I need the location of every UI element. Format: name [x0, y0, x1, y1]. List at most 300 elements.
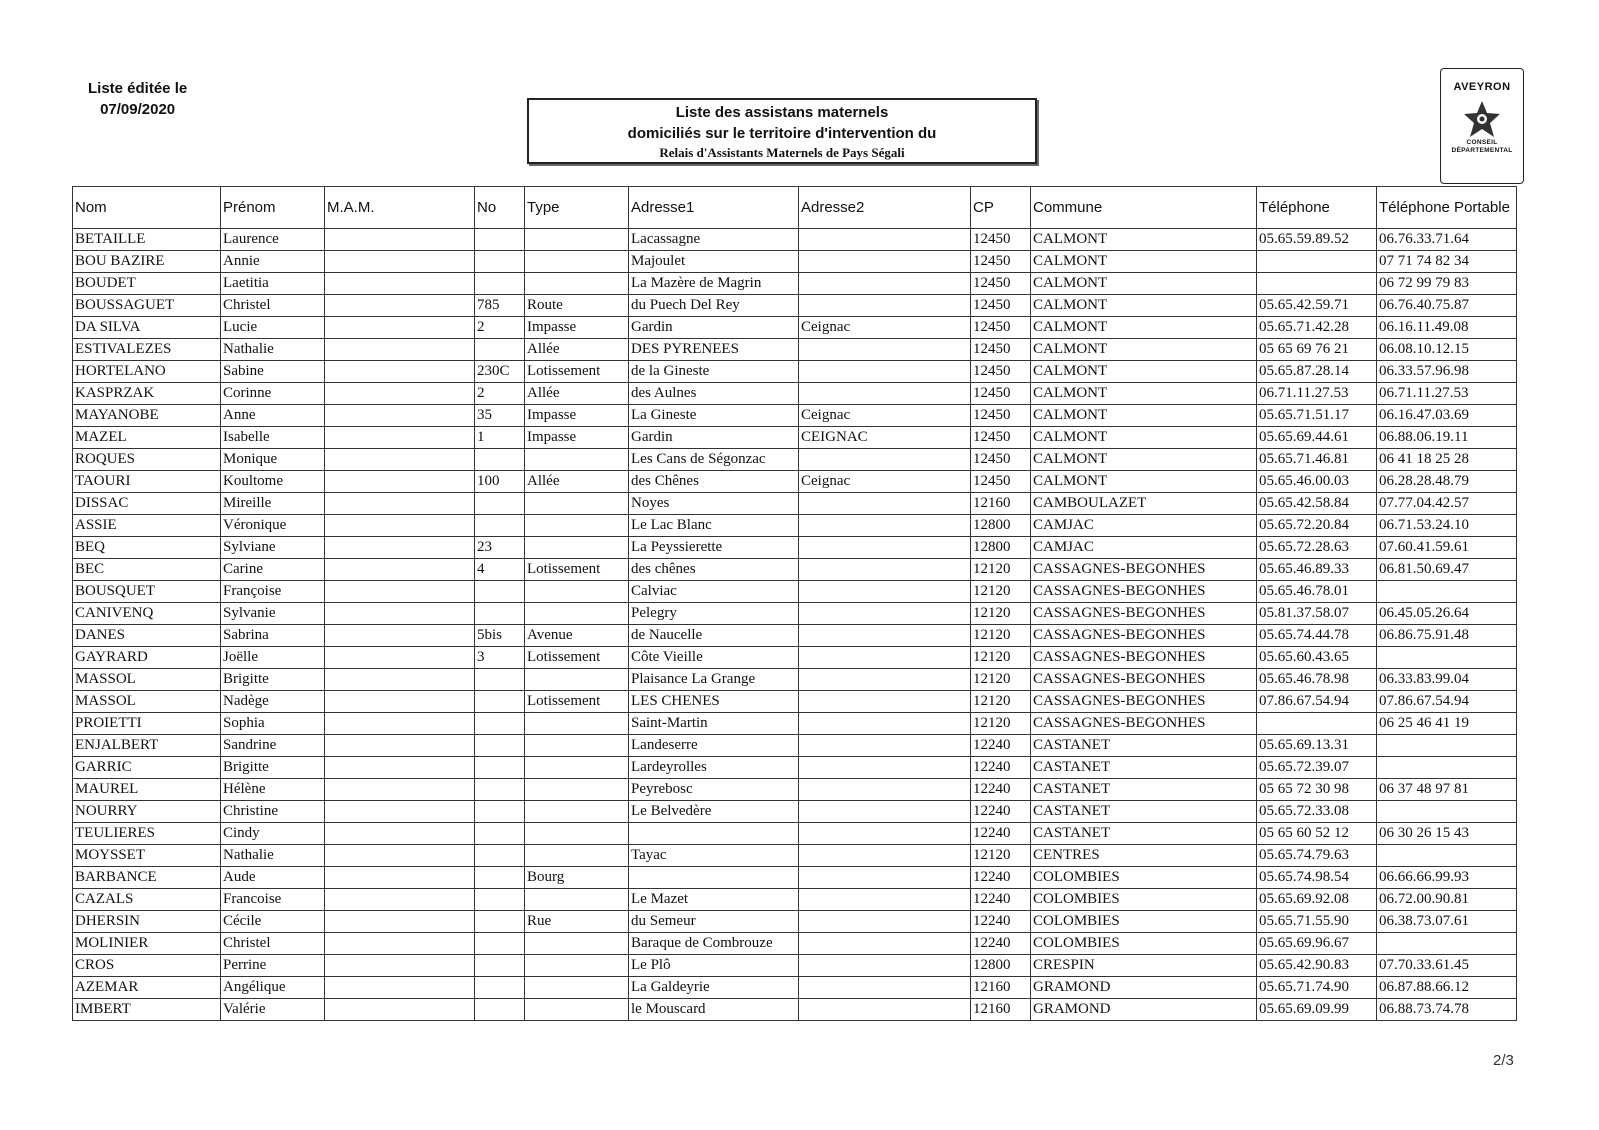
- cell-adresse1: Saint-Martin: [629, 713, 799, 735]
- cell-adresse1: [629, 823, 799, 845]
- cell-prenom: Sylviane: [221, 537, 325, 559]
- cell-commune: CASSAGNES-BEGONHES: [1031, 559, 1257, 581]
- cell-adresse1: Gardin: [629, 427, 799, 449]
- cell-no: [475, 603, 525, 625]
- cell-no: [475, 779, 525, 801]
- cell-commune: CALMONT: [1031, 361, 1257, 383]
- cell-telephone: 06.71.11.27.53: [1257, 383, 1377, 405]
- cell-adresse1: des Aulnes: [629, 383, 799, 405]
- table-row: [73, 999, 1517, 1021]
- cell-nom: ASSIE: [73, 515, 221, 537]
- cell-nom: GARRIC: [73, 757, 221, 779]
- cell-no: 785: [475, 295, 525, 317]
- cell-telephone: 05.65.46.78.01: [1257, 581, 1377, 603]
- cell-portable: [1377, 581, 1517, 603]
- cell-nom: DISSAC: [73, 493, 221, 515]
- cell-prenom: Brigitte: [221, 757, 325, 779]
- cell-adresse2: [799, 537, 971, 559]
- cell-nom: ROQUES: [73, 449, 221, 471]
- cell-cp: 12120: [971, 559, 1031, 581]
- cell-portable: [1377, 757, 1517, 779]
- cell-mam: [325, 295, 475, 317]
- table-row: [73, 845, 1517, 867]
- cell-no: [475, 801, 525, 823]
- cell-type: [525, 735, 629, 757]
- cell-type: [525, 669, 629, 691]
- cell-commune: CALMONT: [1031, 339, 1257, 361]
- cell-adresse2: [799, 647, 971, 669]
- cell-portable: 07.70.33.61.45: [1377, 955, 1517, 977]
- cell-no: [475, 933, 525, 955]
- cell-telephone: 05.65.71.51.17: [1257, 405, 1377, 427]
- cell-cp: 12450: [971, 405, 1031, 427]
- cell-no: 35: [475, 405, 525, 427]
- table-row: [73, 669, 1517, 691]
- cell-telephone: 05.65.72.39.07: [1257, 757, 1377, 779]
- cell-cp: 12450: [971, 251, 1031, 273]
- cell-no: [475, 823, 525, 845]
- cell-adresse2: [799, 845, 971, 867]
- cell-telephone: 05.65.72.20.84: [1257, 515, 1377, 537]
- cell-type: Allée: [525, 339, 629, 361]
- cell-telephone: 05.65.69.96.67: [1257, 933, 1377, 955]
- cell-type: Lotissement: [525, 361, 629, 383]
- cell-telephone: 05.65.71.46.81: [1257, 449, 1377, 471]
- cell-telephone: 05.65.60.43.65: [1257, 647, 1377, 669]
- cell-cp: 12120: [971, 845, 1031, 867]
- cell-commune: COLOMBIES: [1031, 867, 1257, 889]
- table-row: [73, 471, 1517, 493]
- cell-adresse1: le Mouscard: [629, 999, 799, 1021]
- cell-commune: CALMONT: [1031, 383, 1257, 405]
- cell-mam: [325, 713, 475, 735]
- cell-telephone: [1257, 251, 1377, 273]
- cell-type: [525, 823, 629, 845]
- title-line-1: Liste des assistans maternels: [675, 104, 889, 121]
- cell-cp: 12160: [971, 493, 1031, 515]
- cell-type: [525, 273, 629, 295]
- cell-mam: [325, 779, 475, 801]
- cell-mam: [325, 493, 475, 515]
- cell-commune: CASTANET: [1031, 823, 1257, 845]
- cell-prenom: Laurence: [221, 229, 325, 251]
- document-title-box: [527, 98, 1037, 164]
- cell-telephone: 07.86.67.54.94: [1257, 691, 1377, 713]
- cell-prenom: Véronique: [221, 515, 325, 537]
- cell-mam: [325, 427, 475, 449]
- col-header-portable: Téléphone Portable: [1377, 187, 1517, 229]
- cell-cp: 12240: [971, 779, 1031, 801]
- table-row: [73, 713, 1517, 735]
- cell-cp: 12240: [971, 823, 1031, 845]
- cell-portable: 06.87.88.66.12: [1377, 977, 1517, 999]
- cell-commune: CAMBOULAZET: [1031, 493, 1257, 515]
- cell-type: [525, 537, 629, 559]
- cell-telephone: 05.65.72.28.63: [1257, 537, 1377, 559]
- table-row: [73, 647, 1517, 669]
- cell-prenom: Sandrine: [221, 735, 325, 757]
- cell-mam: [325, 383, 475, 405]
- cell-commune: CALMONT: [1031, 229, 1257, 251]
- cell-nom: AZEMAR: [73, 977, 221, 999]
- table-row: [73, 955, 1517, 977]
- cell-mam: [325, 977, 475, 999]
- cell-type: Lotissement: [525, 647, 629, 669]
- cell-prenom: Carine: [221, 559, 325, 581]
- cell-portable: 06.16.47.03.69: [1377, 405, 1517, 427]
- cell-no: [475, 845, 525, 867]
- cell-adresse2: [799, 383, 971, 405]
- cell-cp: 12160: [971, 999, 1031, 1021]
- cell-telephone: 05.65.42.58.84: [1257, 493, 1377, 515]
- col-header-no: No: [475, 187, 525, 229]
- cell-mam: [325, 647, 475, 669]
- cell-adresse1: Majoulet: [629, 251, 799, 273]
- table-row: [73, 339, 1517, 361]
- table-row: [73, 229, 1517, 251]
- cell-adresse1: DES PYRENEES: [629, 339, 799, 361]
- title-line-3: Relais d'Assistants Maternels de Pays Ségali: [659, 145, 905, 160]
- cell-telephone: 05.65.71.55.90: [1257, 911, 1377, 933]
- cell-adresse1: Le Lac Blanc: [629, 515, 799, 537]
- cell-nom: BOUSSAGUET: [73, 295, 221, 317]
- logo-sub-1: CONSEIL: [1466, 139, 1498, 146]
- cell-commune: COLOMBIES: [1031, 911, 1257, 933]
- cell-commune: CALMONT: [1031, 405, 1257, 427]
- edition-date: 07/09/2020: [100, 101, 176, 118]
- cell-adresse1: La Gineste: [629, 405, 799, 427]
- cell-commune: CALMONT: [1031, 317, 1257, 339]
- cell-mam: [325, 273, 475, 295]
- cell-adresse2: [799, 449, 971, 471]
- assistants-table: [72, 186, 1517, 1021]
- cell-mam: [325, 471, 475, 493]
- cell-nom: ESTIVALEZES: [73, 339, 221, 361]
- cell-commune: CASSAGNES-BEGONHES: [1031, 647, 1257, 669]
- cell-type: Allée: [525, 471, 629, 493]
- cell-no: [475, 229, 525, 251]
- table-row: [73, 911, 1517, 933]
- cell-type: Lotissement: [525, 559, 629, 581]
- cell-adresse2: [799, 493, 971, 515]
- cell-cp: 12450: [971, 317, 1031, 339]
- edition-info: [88, 78, 187, 120]
- cell-type: Allée: [525, 383, 629, 405]
- cell-no: [475, 669, 525, 691]
- table-row: [73, 493, 1517, 515]
- cell-mam: [325, 757, 475, 779]
- cell-no: 5bis: [475, 625, 525, 647]
- cell-adresse1: La Mazère de Magrin: [629, 273, 799, 295]
- cell-mam: [325, 691, 475, 713]
- cell-nom: BOUDET: [73, 273, 221, 295]
- cell-cp: 12240: [971, 889, 1031, 911]
- cell-nom: CROS: [73, 955, 221, 977]
- cell-adresse1: Calviac: [629, 581, 799, 603]
- cell-telephone: 05.65.42.90.83: [1257, 955, 1377, 977]
- cell-type: Lotissement: [525, 691, 629, 713]
- cell-mam: [325, 559, 475, 581]
- cell-adresse2: [799, 251, 971, 273]
- cell-prenom: Christel: [221, 933, 325, 955]
- cell-type: [525, 757, 629, 779]
- cell-adresse2: [799, 625, 971, 647]
- cell-portable: 06.38.73.07.61: [1377, 911, 1517, 933]
- cell-mam: [325, 933, 475, 955]
- cell-telephone: 05.65.74.79.63: [1257, 845, 1377, 867]
- cell-adresse1: Noyes: [629, 493, 799, 515]
- cell-telephone: [1257, 273, 1377, 295]
- cell-telephone: 05.65.46.78.98: [1257, 669, 1377, 691]
- cell-mam: [325, 339, 475, 361]
- col-header-telephone: Téléphone: [1257, 187, 1377, 229]
- cell-prenom: Hélène: [221, 779, 325, 801]
- cell-cp: 12800: [971, 955, 1031, 977]
- cell-prenom: Perrine: [221, 955, 325, 977]
- cell-mam: [325, 317, 475, 339]
- cell-portable: 07.77.04.42.57: [1377, 493, 1517, 515]
- cell-prenom: Christel: [221, 295, 325, 317]
- cell-prenom: Nadège: [221, 691, 325, 713]
- cell-portable: 07.60.41.59.61: [1377, 537, 1517, 559]
- cell-prenom: Valérie: [221, 999, 325, 1021]
- cell-telephone: 05.65.46.00.03: [1257, 471, 1377, 493]
- cell-mam: [325, 251, 475, 273]
- cell-adresse2: [799, 603, 971, 625]
- cell-portable: 06 72 99 79 83: [1377, 273, 1517, 295]
- star-emblem-icon: [1462, 99, 1502, 139]
- cell-nom: BARBANCE: [73, 867, 221, 889]
- cell-nom: TAOURI: [73, 471, 221, 493]
- cell-no: 2: [475, 317, 525, 339]
- cell-adresse2: [799, 955, 971, 977]
- col-header-nom: Nom: [73, 187, 221, 229]
- cell-prenom: Koultome: [221, 471, 325, 493]
- cell-nom: MAYANOBE: [73, 405, 221, 427]
- cell-prenom: Christine: [221, 801, 325, 823]
- cell-nom: DHERSIN: [73, 911, 221, 933]
- cell-cp: 12240: [971, 867, 1031, 889]
- cell-telephone: 05.65.72.33.08: [1257, 801, 1377, 823]
- cell-mam: [325, 229, 475, 251]
- table-row: [73, 449, 1517, 471]
- cell-cp: 12240: [971, 911, 1031, 933]
- cell-portable: 06.33.57.96.98: [1377, 361, 1517, 383]
- cell-adresse2: [799, 515, 971, 537]
- cell-prenom: Françoise: [221, 581, 325, 603]
- table-row: [73, 537, 1517, 559]
- cell-type: [525, 889, 629, 911]
- cell-portable: 07.86.67.54.94: [1377, 691, 1517, 713]
- cell-adresse2: [799, 669, 971, 691]
- cell-telephone: 05.65.42.59.71: [1257, 295, 1377, 317]
- cell-portable: 06.76.33.71.64: [1377, 229, 1517, 251]
- table-row: [73, 559, 1517, 581]
- cell-portable: 06 30 26 15 43: [1377, 823, 1517, 845]
- cell-type: Impasse: [525, 427, 629, 449]
- edition-label: Liste éditée le: [88, 80, 188, 97]
- cell-adresse2: [799, 339, 971, 361]
- cell-mam: [325, 889, 475, 911]
- cell-portable: 06.08.10.12.15: [1377, 339, 1517, 361]
- cell-no: [475, 867, 525, 889]
- table-row: [73, 867, 1517, 889]
- cell-commune: CASSAGNES-BEGONHES: [1031, 669, 1257, 691]
- cell-portable: 07 71 74 82 34: [1377, 251, 1517, 273]
- table-row: [73, 383, 1517, 405]
- cell-nom: GAYRARD: [73, 647, 221, 669]
- cell-adresse2: [799, 273, 971, 295]
- cell-telephone: 05.65.46.89.33: [1257, 559, 1377, 581]
- col-header-mam: M.A.M.: [325, 187, 475, 229]
- cell-type: Impasse: [525, 317, 629, 339]
- cell-adresse2: [799, 691, 971, 713]
- table-row: [73, 317, 1517, 339]
- cell-adresse2: [799, 735, 971, 757]
- cell-cp: 12450: [971, 295, 1031, 317]
- cell-prenom: Laetitia: [221, 273, 325, 295]
- cell-adresse2: [799, 801, 971, 823]
- cell-prenom: Cindy: [221, 823, 325, 845]
- table-row: [73, 295, 1517, 317]
- cell-mam: [325, 867, 475, 889]
- cell-adresse1: Côte Vieille: [629, 647, 799, 669]
- table-row: [73, 933, 1517, 955]
- cell-adresse2: [799, 361, 971, 383]
- cell-adresse1: Lardeyrolles: [629, 757, 799, 779]
- cell-type: [525, 581, 629, 603]
- cell-type: [525, 977, 629, 999]
- cell-adresse2: [799, 559, 971, 581]
- cell-adresse1: Le Mazet: [629, 889, 799, 911]
- cell-prenom: Annie: [221, 251, 325, 273]
- cell-cp: 12240: [971, 757, 1031, 779]
- logo-sub-2: DÉPARTEMENTAL: [1451, 147, 1513, 154]
- cell-no: 100: [475, 471, 525, 493]
- cell-mam: [325, 845, 475, 867]
- cell-type: [525, 999, 629, 1021]
- cell-type: [525, 515, 629, 537]
- cell-commune: CAMJAC: [1031, 515, 1257, 537]
- cell-commune: COLOMBIES: [1031, 933, 1257, 955]
- cell-commune: CENTRES: [1031, 845, 1257, 867]
- cell-type: [525, 933, 629, 955]
- cell-nom: BOUSQUET: [73, 581, 221, 603]
- cell-cp: 12450: [971, 361, 1031, 383]
- cell-mam: [325, 405, 475, 427]
- cell-portable: 06.86.75.91.48: [1377, 625, 1517, 647]
- cell-portable: 06.66.66.99.93: [1377, 867, 1517, 889]
- cell-commune: CASTANET: [1031, 779, 1257, 801]
- cell-mam: [325, 537, 475, 559]
- cell-mam: [325, 911, 475, 933]
- cell-adresse2: [799, 229, 971, 251]
- cell-telephone: 05.65.71.74.90: [1257, 977, 1377, 999]
- cell-cp: 12240: [971, 933, 1031, 955]
- cell-adresse1: Gardin: [629, 317, 799, 339]
- cell-nom: MAUREL: [73, 779, 221, 801]
- cell-cp: 12450: [971, 427, 1031, 449]
- cell-no: [475, 515, 525, 537]
- table-row: [73, 977, 1517, 999]
- cell-prenom: Sylvanie: [221, 603, 325, 625]
- cell-prenom: Francoise: [221, 889, 325, 911]
- table-header-row: [73, 187, 1517, 229]
- cell-portable: 06.33.83.99.04: [1377, 669, 1517, 691]
- table-row: [73, 603, 1517, 625]
- cell-portable: 06.88.06.19.11: [1377, 427, 1517, 449]
- cell-no: [475, 273, 525, 295]
- cell-nom: HORTELANO: [73, 361, 221, 383]
- cell-nom: ENJALBERT: [73, 735, 221, 757]
- cell-commune: CALMONT: [1031, 449, 1257, 471]
- cell-type: Rue: [525, 911, 629, 933]
- cell-type: [525, 449, 629, 471]
- cell-type: [525, 603, 629, 625]
- logo-name: AVEYRON: [1453, 81, 1511, 93]
- cell-cp: 12120: [971, 603, 1031, 625]
- cell-adresse1: des Chênes: [629, 471, 799, 493]
- cell-cp: 12120: [971, 691, 1031, 713]
- cell-telephone: 05.81.37.58.07: [1257, 603, 1377, 625]
- cell-mam: [325, 603, 475, 625]
- table-row: [73, 273, 1517, 295]
- cell-telephone: 05.65.74.98.54: [1257, 867, 1377, 889]
- cell-no: [475, 713, 525, 735]
- cell-cp: 12160: [971, 977, 1031, 999]
- cell-type: Bourg: [525, 867, 629, 889]
- table-row: [73, 691, 1517, 713]
- cell-nom: TEULIERES: [73, 823, 221, 845]
- table-row: [73, 889, 1517, 911]
- cell-adresse1: [629, 867, 799, 889]
- cell-mam: [325, 823, 475, 845]
- cell-no: [475, 735, 525, 757]
- cell-no: 230C: [475, 361, 525, 383]
- page-number: 2/3: [1493, 1052, 1514, 1069]
- cell-portable: 06.71.53.24.10: [1377, 515, 1517, 537]
- cell-nom: PROIETTI: [73, 713, 221, 735]
- cell-portable: 06.76.40.75.87: [1377, 295, 1517, 317]
- cell-nom: MAZEL: [73, 427, 221, 449]
- cell-commune: COLOMBIES: [1031, 889, 1257, 911]
- table-row: [73, 735, 1517, 757]
- cell-telephone: 05.65.87.28.14: [1257, 361, 1377, 383]
- cell-telephone: 05 65 69 76 21: [1257, 339, 1377, 361]
- cell-no: [475, 339, 525, 361]
- cell-mam: [325, 449, 475, 471]
- cell-commune: CASSAGNES-BEGONHES: [1031, 713, 1257, 735]
- cell-portable: [1377, 933, 1517, 955]
- cell-type: Route: [525, 295, 629, 317]
- cell-cp: 12120: [971, 669, 1031, 691]
- cell-adresse1: Tayac: [629, 845, 799, 867]
- cell-telephone: 05 65 72 30 98: [1257, 779, 1377, 801]
- table-row: [73, 625, 1517, 647]
- cell-adresse1: Pelegry: [629, 603, 799, 625]
- cell-no: [475, 581, 525, 603]
- cell-nom: BEQ: [73, 537, 221, 559]
- cell-type: [525, 713, 629, 735]
- cell-prenom: Mireille: [221, 493, 325, 515]
- cell-commune: CASSAGNES-BEGONHES: [1031, 691, 1257, 713]
- cell-adresse1: La Galdeyrie: [629, 977, 799, 999]
- cell-adresse1: Les Cans de Ségonzac: [629, 449, 799, 471]
- cell-adresse2: Ceignac: [799, 471, 971, 493]
- cell-portable: 06.45.05.26.64: [1377, 603, 1517, 625]
- title-line-2: domiciliés sur le territoire d'intervention du: [627, 125, 937, 142]
- cell-adresse2: [799, 713, 971, 735]
